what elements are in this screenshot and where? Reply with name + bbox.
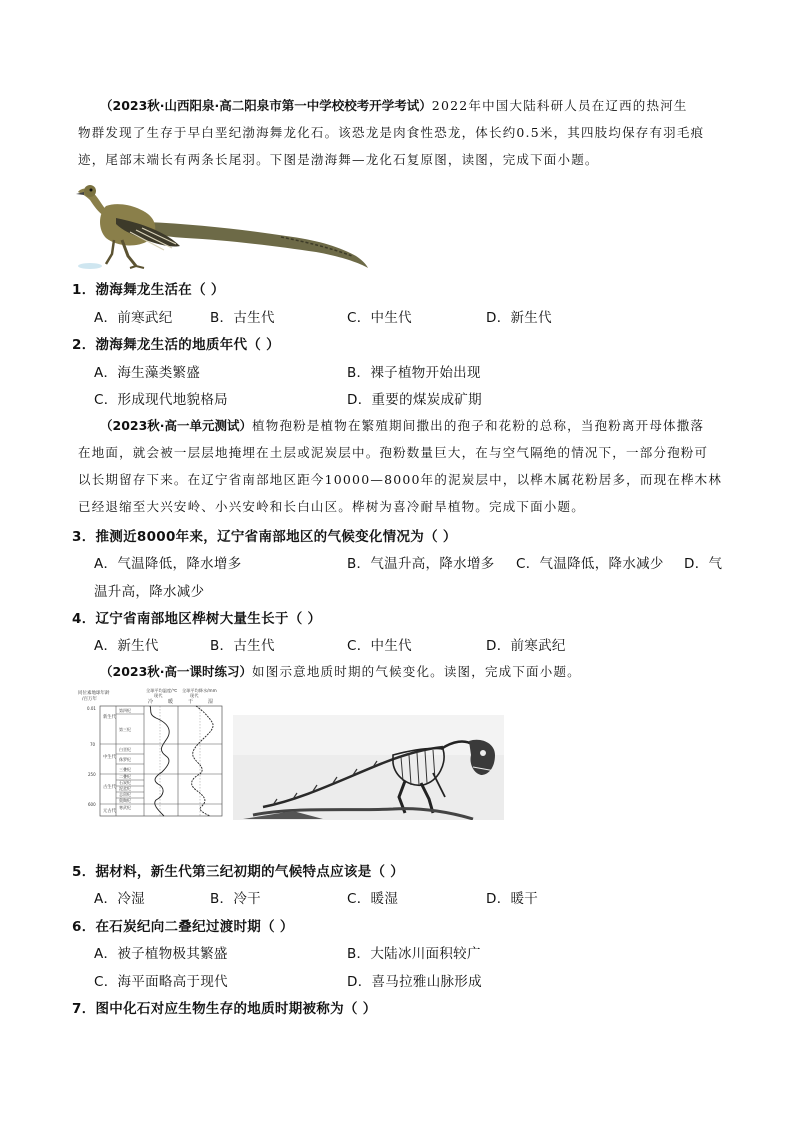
q6-option-b[interactable]: B．大陆冰川面积较广 [347,946,481,962]
q6-option-a[interactable]: A．被子植物极其繁盛 [94,946,228,962]
chart-temp-modern: 现代 [154,693,163,698]
question-3 [72,525,457,545]
period-label: 二叠纪 [119,774,131,779]
question-5 [72,860,404,880]
q1-option-a[interactable]: A．前寒武纪 [94,310,173,326]
period-label: 侏罗纪 [119,757,131,762]
q2-option-d[interactable]: D．重要的煤炭成矿期 [347,392,482,408]
chart-col-warm: 暖 [168,699,174,705]
q3-option-a[interactable]: A．气温降低，降水增多 [94,556,242,572]
era-label: 古生代 [103,785,116,790]
question-1 [72,278,225,298]
q3-option-d[interactable]: D．气 [684,556,723,572]
q5-option-a[interactable]: A．冷湿 [94,891,145,907]
passage-1-rest [78,123,738,177]
passage-2 [100,416,740,443]
question-2-stem: 2．渤海舞龙生活的地质年代（ ） [72,337,280,353]
q5-option-d[interactable]: D．暖干 [486,891,539,907]
q4-option-a[interactable]: A．新生代 [94,638,159,654]
passage-1-line-3: 迹，尾部末端长有两条长尾羽。下图是渤海舞—龙化石复原图，读图，完成下面小题。 [78,152,599,167]
q5-option-b[interactable]: B．冷干 [210,891,261,907]
q4-option-b[interactable]: B．古生代 [210,638,275,654]
passage-2-line-4: 已经退缩至大兴安岭、小兴安岭和长白山区。桦树为喜冷耐旱植物。完成下面小题。 [78,499,585,514]
q6-option-c[interactable]: C．海平面略高于现代 [94,974,228,990]
q1-option-b[interactable]: B．古生代 [210,310,275,326]
chart-col-cold: 冷 [148,699,154,705]
q2-option-c[interactable]: C．形成现代地貌格局 [94,392,228,408]
q1-option-d[interactable]: D．新生代 [486,310,552,326]
q6-option-d[interactable]: D．喜马拉雅山脉形成 [347,974,482,990]
passage-1 [100,96,740,123]
era-label: 中生代 [103,755,116,760]
passage-2-line-2: 在地面，就会被一层层地掩埋在土层或泥炭层中。孢粉数量巨大，在与空气隔绝的情况下，一部分孢粉可 [78,445,709,460]
question-7-stem: 7．图中化石对应生物生存的地质时期被称为（ ） [72,1001,377,1017]
q1-option-c[interactable]: C．中生代 [347,310,412,326]
question-3-stem: 3．推测近8000年来，辽宁省南部地区的气候变化情况为（ ） [72,529,457,545]
source-tag: （2023秋·高一课时练习） [100,664,253,679]
period-label: 第三纪 [119,727,131,732]
question-6 [72,915,294,935]
period-label: 泥盆纪 [119,786,131,791]
period-label: 奥陶纪 [119,798,131,803]
age-tick: 600 [88,802,96,807]
passage-2-rest [78,443,748,524]
period-label: 志留纪 [119,792,131,797]
source-tag: （2023秋·山西阳泉·高二阳泉市第一中学校校考开学考试） [100,98,432,113]
passage-2-line-3: 以长期留存下来。在辽宁省南部地区距今10000—8000年的泥炭层中，以桦木属花粉居多，而现在桦木林 [78,472,723,487]
q2-option-a[interactable]: A．海生藻类繁盛 [94,365,201,381]
period-label: 石炭纪 [119,780,131,785]
chart-temp-header: 全球平均温度/℃ [146,688,178,693]
q2-option-b[interactable]: B．裸子植物开始出现 [347,365,481,381]
age-tick: 250 [88,772,96,777]
dinosaur-reconstruction-image [76,182,372,270]
source-tag: （2023秋·高一单元测试） [100,418,253,433]
chart-y-unit: /百万年 [82,697,98,702]
question-6-stem: 6．在石炭纪向二叠纪过渡时期（ ） [72,919,294,935]
question-2 [72,333,280,353]
passage-3 [100,662,740,680]
period-label: 白垩纪 [119,747,131,752]
chart-col-dry: 干 [188,699,194,705]
chart-rain-modern: 现代 [190,693,199,698]
passage-2-line-1 [100,416,740,443]
passage-1-line-1 [100,96,740,123]
era-label: 新生代 [103,715,116,720]
period-label: 第四纪 [119,708,131,713]
q3-option-b[interactable]: B．气温升高，降水增多 [347,556,495,572]
question-1-stem: 1．渤海舞龙生活在（ ） [72,282,225,298]
dinosaur-fossil-photo [233,715,504,820]
question-4-stem: 4．辽宁省南部地区桦树大量生长于（ ） [72,611,322,627]
passage-text: 如图示意地质时期的气候变化。读图，完成下面小题。 [252,664,581,679]
question-7 [72,997,377,1017]
geologic-climate-chart [78,688,224,818]
q5-option-c[interactable]: C．暖湿 [347,891,399,907]
passage-text: 植物孢粉是植物在繁殖期间撒出的孢子和花粉的总称，当孢粉离开母体撒落 [252,418,705,433]
period-label: 三叠纪 [119,767,131,772]
age-tick: 0.01 [87,706,96,711]
age-tick: 70 [90,742,96,747]
chart-col-wet: 湿 [208,699,214,705]
q3-option-d-continued[interactable]: 温升高，降水减少 [94,584,205,600]
era-label: 元古代 [103,809,116,814]
q4-option-d[interactable]: D．前寒武纪 [486,638,566,654]
passage-text: 2022年中国大陆科研人员在辽西的热河生 [431,98,688,113]
period-label: 寒武纪 [119,805,131,810]
q3-option-c[interactable]: C．气温降低，降水减少 [516,556,664,572]
chart-rain-header: 全球平均降水/mm [182,688,217,693]
passage-1-line-2: 物群发现了生存于早白垩纪渤海舞龙化石。该恐龙是肉食性恐龙，体长约0.5米，其四肢均保存有羽毛痕 [78,125,705,140]
chart-y-label: 同位素地球年龄 [78,691,110,696]
q4-option-c[interactable]: C．中生代 [347,638,412,654]
question-4 [72,607,321,627]
question-5-stem: 5．据材料，新生代第三纪初期的气候特点应该是（ ） [72,864,405,880]
